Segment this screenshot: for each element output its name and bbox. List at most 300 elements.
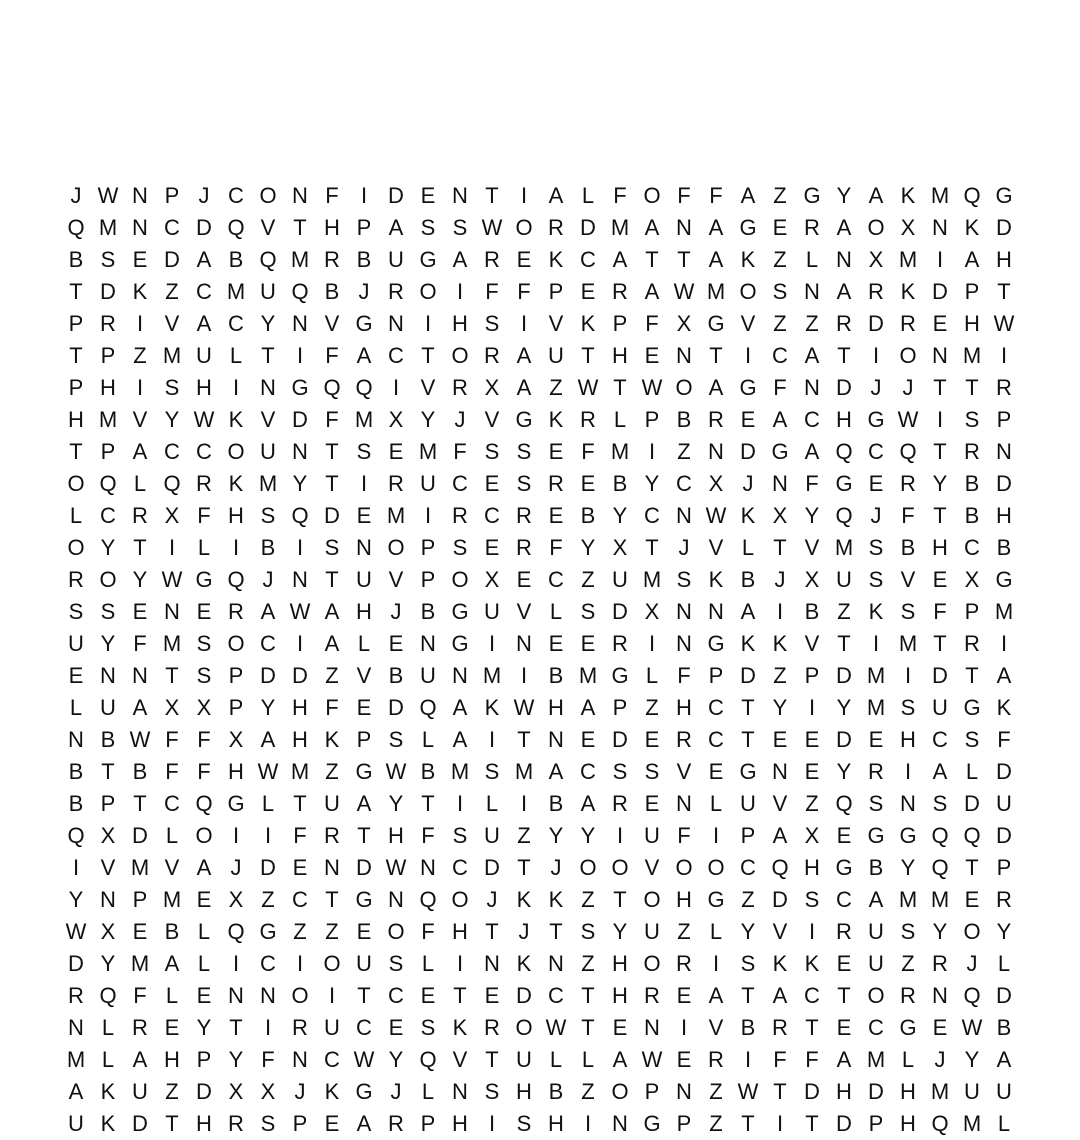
grid-cell[interactable]: I (616, 823, 624, 848)
grid-cell[interactable]: S (260, 1111, 276, 1136)
grid-cell[interactable]: E (612, 1015, 628, 1040)
grid-cell[interactable]: T (645, 535, 659, 560)
grid-cell[interactable]: K (548, 247, 564, 272)
grid-cell[interactable]: S (164, 375, 180, 400)
grid-cell[interactable]: P (68, 311, 84, 336)
grid-cell[interactable]: H (548, 1111, 564, 1136)
grid-cell[interactable]: Z (741, 887, 755, 912)
grid-cell[interactable]: Q (99, 471, 117, 496)
grid-cell[interactable]: E (484, 471, 500, 496)
grid-cell[interactable]: O (515, 215, 533, 240)
grid-cell[interactable]: Z (549, 375, 563, 400)
grid-cell[interactable]: N (260, 983, 276, 1008)
grid-cell[interactable]: L (581, 183, 595, 208)
grid-cell[interactable]: S (868, 567, 884, 592)
grid-cell[interactable]: Y (548, 823, 564, 848)
grid-cell[interactable]: H (100, 375, 116, 400)
grid-cell[interactable]: Z (581, 887, 595, 912)
grid-cell[interactable]: F (773, 1047, 787, 1072)
grid-cell[interactable]: C (228, 183, 244, 208)
grid-cell[interactable]: P (996, 407, 1012, 432)
grid-cell[interactable]: J (934, 1047, 946, 1072)
grid-cell[interactable]: Q (419, 887, 437, 912)
grid-cell[interactable]: R (516, 535, 532, 560)
grid-cell[interactable]: U (356, 951, 372, 976)
grid-cell[interactable]: F (133, 631, 147, 656)
grid-cell[interactable]: D (388, 695, 404, 720)
grid-cell[interactable]: L (165, 983, 179, 1008)
grid-cell[interactable]: T (965, 375, 979, 400)
grid-cell[interactable]: H (196, 1111, 212, 1136)
grid-cell[interactable]: E (196, 599, 212, 624)
grid-cell[interactable]: M (578, 663, 598, 688)
grid-cell[interactable]: F (933, 599, 947, 624)
grid-cell[interactable]: C (676, 471, 692, 496)
grid-cell[interactable]: P (740, 823, 756, 848)
grid-cell[interactable]: J (550, 855, 562, 880)
grid-cell[interactable]: Y (292, 471, 308, 496)
grid-cell[interactable]: E (836, 951, 852, 976)
grid-cell[interactable]: Y (580, 823, 596, 848)
grid-cell[interactable]: S (868, 791, 884, 816)
grid-cell[interactable]: L (805, 247, 819, 272)
grid-cell[interactable]: P (228, 663, 244, 688)
grid-cell[interactable]: D (196, 1079, 212, 1104)
grid-cell[interactable]: O (867, 983, 885, 1008)
grid-cell[interactable]: T (933, 503, 947, 528)
grid-cell[interactable]: F (453, 439, 467, 464)
grid-cell[interactable]: P (356, 727, 372, 752)
grid-cell[interactable]: Z (133, 343, 147, 368)
grid-cell[interactable]: R (644, 983, 660, 1008)
grid-cell[interactable]: D (996, 983, 1012, 1008)
grid-cell[interactable]: X (388, 407, 404, 432)
grid-cell[interactable]: W (737, 1079, 759, 1104)
grid-cell[interactable]: T (773, 1079, 787, 1104)
grid-cell[interactable]: N (804, 279, 820, 304)
grid-cell[interactable]: R (388, 279, 404, 304)
grid-cell[interactable]: A (740, 599, 756, 624)
grid-cell[interactable]: X (612, 535, 628, 560)
grid-cell[interactable]: S (516, 471, 532, 496)
grid-cell[interactable]: S (900, 919, 916, 944)
grid-cell[interactable]: Y (772, 695, 788, 720)
grid-cell[interactable]: Y (388, 1047, 404, 1072)
grid-cell[interactable]: E (484, 983, 500, 1008)
grid-cell[interactable]: K (324, 727, 340, 752)
grid-cell[interactable]: T (965, 855, 979, 880)
grid-cell[interactable]: S (100, 247, 116, 272)
grid-cell[interactable]: B (548, 663, 564, 688)
grid-cell[interactable]: N (516, 631, 532, 656)
grid-cell[interactable]: W (97, 183, 119, 208)
grid-cell[interactable]: U (196, 343, 212, 368)
grid-cell[interactable]: R (580, 407, 596, 432)
grid-cell[interactable]: E (580, 631, 596, 656)
grid-cell[interactable]: O (227, 439, 245, 464)
grid-cell[interactable]: J (518, 919, 530, 944)
grid-cell[interactable]: O (451, 567, 469, 592)
grid-cell[interactable]: C (804, 407, 820, 432)
grid-cell[interactable]: N (452, 183, 468, 208)
grid-cell[interactable]: R (900, 311, 916, 336)
grid-cell[interactable]: M (386, 503, 406, 528)
grid-cell[interactable]: I (168, 535, 176, 560)
grid-cell[interactable]: Q (931, 1111, 949, 1136)
grid-cell[interactable]: Q (323, 375, 341, 400)
grid-cell[interactable]: U (548, 343, 564, 368)
grid-cell[interactable]: T (581, 343, 595, 368)
grid-cell[interactable]: Y (260, 695, 276, 720)
grid-cell[interactable]: M (930, 1079, 950, 1104)
grid-cell[interactable]: S (900, 599, 916, 624)
grid-cell[interactable]: F (133, 983, 147, 1008)
grid-cell[interactable]: O (611, 855, 629, 880)
grid-cell[interactable]: V (388, 567, 404, 592)
grid-cell[interactable]: N (708, 599, 724, 624)
grid-cell[interactable]: C (804, 983, 820, 1008)
grid-cell[interactable]: L (357, 631, 371, 656)
grid-cell[interactable]: J (774, 567, 786, 592)
grid-cell[interactable]: O (291, 983, 309, 1008)
grid-cell[interactable]: K (772, 951, 788, 976)
grid-cell[interactable]: C (868, 1015, 884, 1040)
grid-cell[interactable]: C (452, 471, 468, 496)
grid-cell[interactable]: Q (99, 983, 117, 1008)
grid-cell[interactable]: U (420, 471, 436, 496)
grid-cell[interactable]: H (836, 1079, 852, 1104)
grid-cell[interactable]: C (452, 855, 468, 880)
grid-cell[interactable]: T (549, 919, 563, 944)
grid-cell[interactable]: T (613, 887, 627, 912)
grid-cell[interactable]: Q (227, 215, 245, 240)
grid-cell[interactable]: A (196, 311, 212, 336)
grid-cell[interactable]: H (996, 503, 1012, 528)
grid-cell[interactable]: E (932, 311, 948, 336)
grid-cell[interactable]: E (868, 471, 884, 496)
grid-cell[interactable]: Y (580, 535, 596, 560)
grid-cell[interactable]: M (994, 599, 1014, 624)
grid-cell[interactable]: E (772, 215, 788, 240)
grid-cell[interactable]: C (388, 343, 404, 368)
grid-cell[interactable]: A (868, 887, 884, 912)
grid-cell[interactable]: K (772, 631, 788, 656)
grid-cell[interactable]: C (196, 279, 212, 304)
grid-cell[interactable]: E (132, 247, 148, 272)
grid-cell[interactable]: V (132, 407, 148, 432)
grid-cell[interactable]: M (162, 631, 182, 656)
grid-cell[interactable]: S (964, 727, 980, 752)
grid-cell[interactable]: O (387, 919, 405, 944)
grid-cell[interactable]: S (868, 535, 884, 560)
grid-cell[interactable]: D (68, 951, 84, 976)
grid-cell[interactable]: V (516, 599, 532, 624)
grid-cell[interactable]: F (325, 695, 339, 720)
grid-cell[interactable]: Y (836, 759, 852, 784)
grid-cell[interactable]: H (676, 887, 692, 912)
grid-cell[interactable]: S (260, 503, 276, 528)
grid-cell[interactable]: F (197, 503, 211, 528)
grid-cell[interactable]: K (900, 183, 916, 208)
grid-cell[interactable]: B (356, 247, 372, 272)
grid-cell[interactable]: I (232, 823, 240, 848)
grid-cell[interactable]: T (165, 1111, 179, 1136)
grid-cell[interactable]: H (452, 311, 468, 336)
grid-cell[interactable]: D (932, 279, 948, 304)
grid-cell[interactable]: Z (325, 919, 339, 944)
grid-cell[interactable]: W (385, 759, 407, 784)
grid-cell[interactable]: X (676, 311, 692, 336)
grid-cell[interactable]: W (673, 279, 695, 304)
grid-cell[interactable]: I (520, 791, 528, 816)
grid-cell[interactable]: S (452, 535, 468, 560)
grid-cell[interactable]: H (996, 247, 1012, 272)
grid-cell[interactable]: E (740, 407, 756, 432)
grid-cell[interactable]: F (421, 919, 435, 944)
grid-cell[interactable]: U (836, 567, 852, 592)
grid-cell[interactable]: R (772, 1015, 788, 1040)
grid-cell[interactable]: F (645, 311, 659, 336)
grid-cell[interactable]: M (354, 407, 374, 432)
grid-cell[interactable]: N (292, 183, 308, 208)
grid-cell[interactable]: Z (901, 951, 915, 976)
grid-cell[interactable]: G (291, 375, 309, 400)
grid-cell[interactable]: N (420, 855, 436, 880)
grid-cell[interactable]: A (452, 247, 468, 272)
grid-cell[interactable]: N (292, 311, 308, 336)
grid-cell[interactable]: I (264, 823, 272, 848)
grid-cell[interactable]: M (834, 535, 854, 560)
grid-cell[interactable]: S (452, 823, 468, 848)
grid-cell[interactable]: N (676, 791, 692, 816)
grid-cell[interactable]: N (708, 439, 724, 464)
grid-cell[interactable]: M (706, 279, 726, 304)
grid-cell[interactable]: U (420, 663, 436, 688)
grid-cell[interactable]: I (648, 631, 656, 656)
grid-cell[interactable]: P (644, 407, 660, 432)
grid-cell[interactable]: N (132, 215, 148, 240)
grid-cell[interactable]: R (196, 471, 212, 496)
grid-cell[interactable]: S (100, 599, 116, 624)
grid-cell[interactable]: B (68, 759, 84, 784)
grid-cell[interactable]: T (325, 887, 339, 912)
grid-cell[interactable]: D (260, 663, 276, 688)
grid-cell[interactable]: Q (67, 215, 85, 240)
grid-cell[interactable]: M (866, 1047, 886, 1072)
grid-cell[interactable]: I (744, 343, 752, 368)
grid-cell[interactable]: V (772, 919, 788, 944)
grid-cell[interactable]: J (454, 407, 466, 432)
grid-cell[interactable]: B (228, 247, 244, 272)
grid-cell[interactable]: N (100, 663, 116, 688)
grid-cell[interactable]: H (228, 503, 244, 528)
grid-cell[interactable]: G (835, 855, 853, 880)
grid-cell[interactable]: H (964, 311, 980, 336)
grid-cell[interactable]: J (294, 1079, 306, 1104)
grid-cell[interactable]: T (101, 759, 115, 784)
grid-cell[interactable]: W (545, 1015, 567, 1040)
grid-cell[interactable]: B (804, 599, 820, 624)
grid-cell[interactable]: A (708, 215, 724, 240)
grid-cell[interactable]: A (644, 279, 660, 304)
grid-cell[interactable]: O (99, 567, 117, 592)
grid-cell[interactable]: A (356, 1111, 372, 1136)
grid-cell[interactable]: L (421, 1079, 435, 1104)
grid-cell[interactable]: M (642, 567, 662, 592)
grid-cell[interactable]: C (388, 983, 404, 1008)
grid-cell[interactable]: C (324, 1047, 340, 1072)
grid-cell[interactable]: S (388, 951, 404, 976)
grid-cell[interactable]: V (740, 311, 756, 336)
grid-cell[interactable]: Y (100, 631, 116, 656)
grid-cell[interactable]: S (452, 215, 468, 240)
grid-cell[interactable]: Q (835, 439, 853, 464)
grid-cell[interactable]: K (100, 1079, 116, 1104)
grid-cell[interactable]: A (516, 343, 532, 368)
grid-cell[interactable]: Y (836, 183, 852, 208)
grid-cell[interactable]: F (421, 823, 435, 848)
grid-cell[interactable]: A (324, 599, 340, 624)
grid-cell[interactable]: W (385, 855, 407, 880)
grid-cell[interactable]: T (741, 983, 755, 1008)
grid-cell[interactable]: T (613, 375, 627, 400)
grid-cell[interactable]: N (932, 215, 948, 240)
grid-cell[interactable]: U (516, 1047, 532, 1072)
grid-cell[interactable]: J (358, 279, 370, 304)
grid-cell[interactable]: E (420, 983, 436, 1008)
grid-cell[interactable]: N (900, 791, 916, 816)
grid-cell[interactable]: U (324, 1015, 340, 1040)
grid-cell[interactable]: G (963, 695, 981, 720)
grid-cell[interactable]: Z (325, 663, 339, 688)
grid-cell[interactable]: D (516, 983, 532, 1008)
grid-cell[interactable]: E (644, 791, 660, 816)
grid-cell[interactable]: W (961, 1015, 983, 1040)
grid-cell[interactable]: T (421, 343, 435, 368)
grid-cell[interactable]: N (452, 1079, 468, 1104)
grid-cell[interactable]: N (292, 567, 308, 592)
grid-cell[interactable]: P (676, 1111, 692, 1136)
grid-cell[interactable]: G (739, 215, 757, 240)
grid-cell[interactable]: S (740, 951, 756, 976)
grid-cell[interactable]: K (132, 279, 148, 304)
grid-cell[interactable]: F (709, 183, 723, 208)
grid-cell[interactable]: R (964, 439, 980, 464)
grid-cell[interactable]: R (612, 631, 628, 656)
grid-cell[interactable]: N (68, 727, 84, 752)
grid-cell[interactable]: R (388, 1111, 404, 1136)
grid-cell[interactable]: X (196, 695, 212, 720)
grid-cell[interactable]: O (867, 215, 885, 240)
grid-cell[interactable]: T (837, 983, 851, 1008)
grid-cell[interactable]: F (677, 823, 691, 848)
grid-cell[interactable]: C (228, 311, 244, 336)
grid-cell[interactable]: N (548, 951, 564, 976)
grid-cell[interactable]: Q (355, 375, 373, 400)
grid-cell[interactable]: T (325, 439, 339, 464)
grid-cell[interactable]: E (324, 1111, 340, 1136)
grid-cell[interactable]: R (484, 343, 500, 368)
grid-cell[interactable]: A (772, 407, 788, 432)
grid-cell[interactable]: G (771, 439, 789, 464)
grid-cell[interactable]: U (68, 1111, 84, 1136)
grid-cell[interactable]: P (164, 183, 180, 208)
grid-cell[interactable]: B (740, 567, 756, 592)
grid-cell[interactable]: X (228, 887, 244, 912)
grid-cell[interactable]: O (643, 887, 661, 912)
grid-cell[interactable]: R (484, 247, 500, 272)
grid-cell[interactable]: S (484, 311, 500, 336)
grid-cell[interactable]: C (644, 503, 660, 528)
grid-cell[interactable]: O (419, 279, 437, 304)
grid-cell[interactable]: I (456, 279, 464, 304)
grid-cell[interactable]: E (580, 279, 596, 304)
grid-cell[interactable]: N (548, 727, 564, 752)
grid-cell[interactable]: J (486, 887, 498, 912)
grid-cell[interactable]: E (132, 599, 148, 624)
grid-cell[interactable]: T (517, 727, 531, 752)
grid-cell[interactable]: U (484, 823, 500, 848)
grid-cell[interactable]: H (164, 1047, 180, 1072)
grid-cell[interactable]: S (68, 599, 84, 624)
grid-cell[interactable]: U (356, 567, 372, 592)
grid-cell[interactable]: T (741, 727, 755, 752)
grid-cell[interactable]: I (328, 983, 336, 1008)
grid-cell[interactable]: S (420, 215, 436, 240)
grid-cell[interactable]: Z (293, 919, 307, 944)
grid-cell[interactable]: W (641, 375, 663, 400)
grid-cell[interactable]: M (930, 183, 950, 208)
grid-cell[interactable]: N (68, 1015, 84, 1040)
grid-cell[interactable]: F (613, 183, 627, 208)
grid-cell[interactable]: E (388, 631, 404, 656)
grid-cell[interactable]: E (356, 919, 372, 944)
grid-cell[interactable]: B (100, 727, 116, 752)
grid-cell[interactable]: O (195, 823, 213, 848)
grid-cell[interactable]: G (355, 1079, 373, 1104)
grid-cell[interactable]: P (612, 311, 628, 336)
grid-cell[interactable]: V (804, 631, 820, 656)
grid-cell[interactable]: M (898, 887, 918, 912)
grid-cell[interactable]: E (516, 567, 532, 592)
grid-cell[interactable]: Z (837, 599, 851, 624)
grid-cell[interactable]: D (356, 855, 372, 880)
grid-cell[interactable]: B (612, 471, 628, 496)
grid-cell[interactable]: V (484, 407, 500, 432)
grid-cell[interactable]: I (136, 375, 144, 400)
grid-cell[interactable]: S (484, 1079, 500, 1104)
grid-cell[interactable]: B (132, 759, 148, 784)
grid-cell[interactable]: T (325, 567, 339, 592)
grid-cell[interactable]: T (581, 1015, 595, 1040)
grid-cell[interactable]: N (292, 439, 308, 464)
grid-cell[interactable]: E (580, 727, 596, 752)
grid-cell[interactable]: A (452, 727, 468, 752)
grid-cell[interactable]: L (485, 791, 499, 816)
grid-cell[interactable]: G (867, 823, 885, 848)
grid-cell[interactable]: N (132, 663, 148, 688)
grid-cell[interactable]: I (776, 1111, 784, 1136)
grid-cell[interactable]: L (901, 1047, 915, 1072)
grid-cell[interactable]: A (612, 247, 628, 272)
grid-cell[interactable]: U (388, 247, 404, 272)
grid-cell[interactable]: L (645, 663, 659, 688)
grid-cell[interactable]: O (963, 919, 981, 944)
grid-cell[interactable]: E (356, 503, 372, 528)
grid-cell[interactable]: P (196, 1047, 212, 1072)
grid-cell[interactable]: V (548, 311, 564, 336)
grid-cell[interactable]: R (548, 215, 564, 240)
